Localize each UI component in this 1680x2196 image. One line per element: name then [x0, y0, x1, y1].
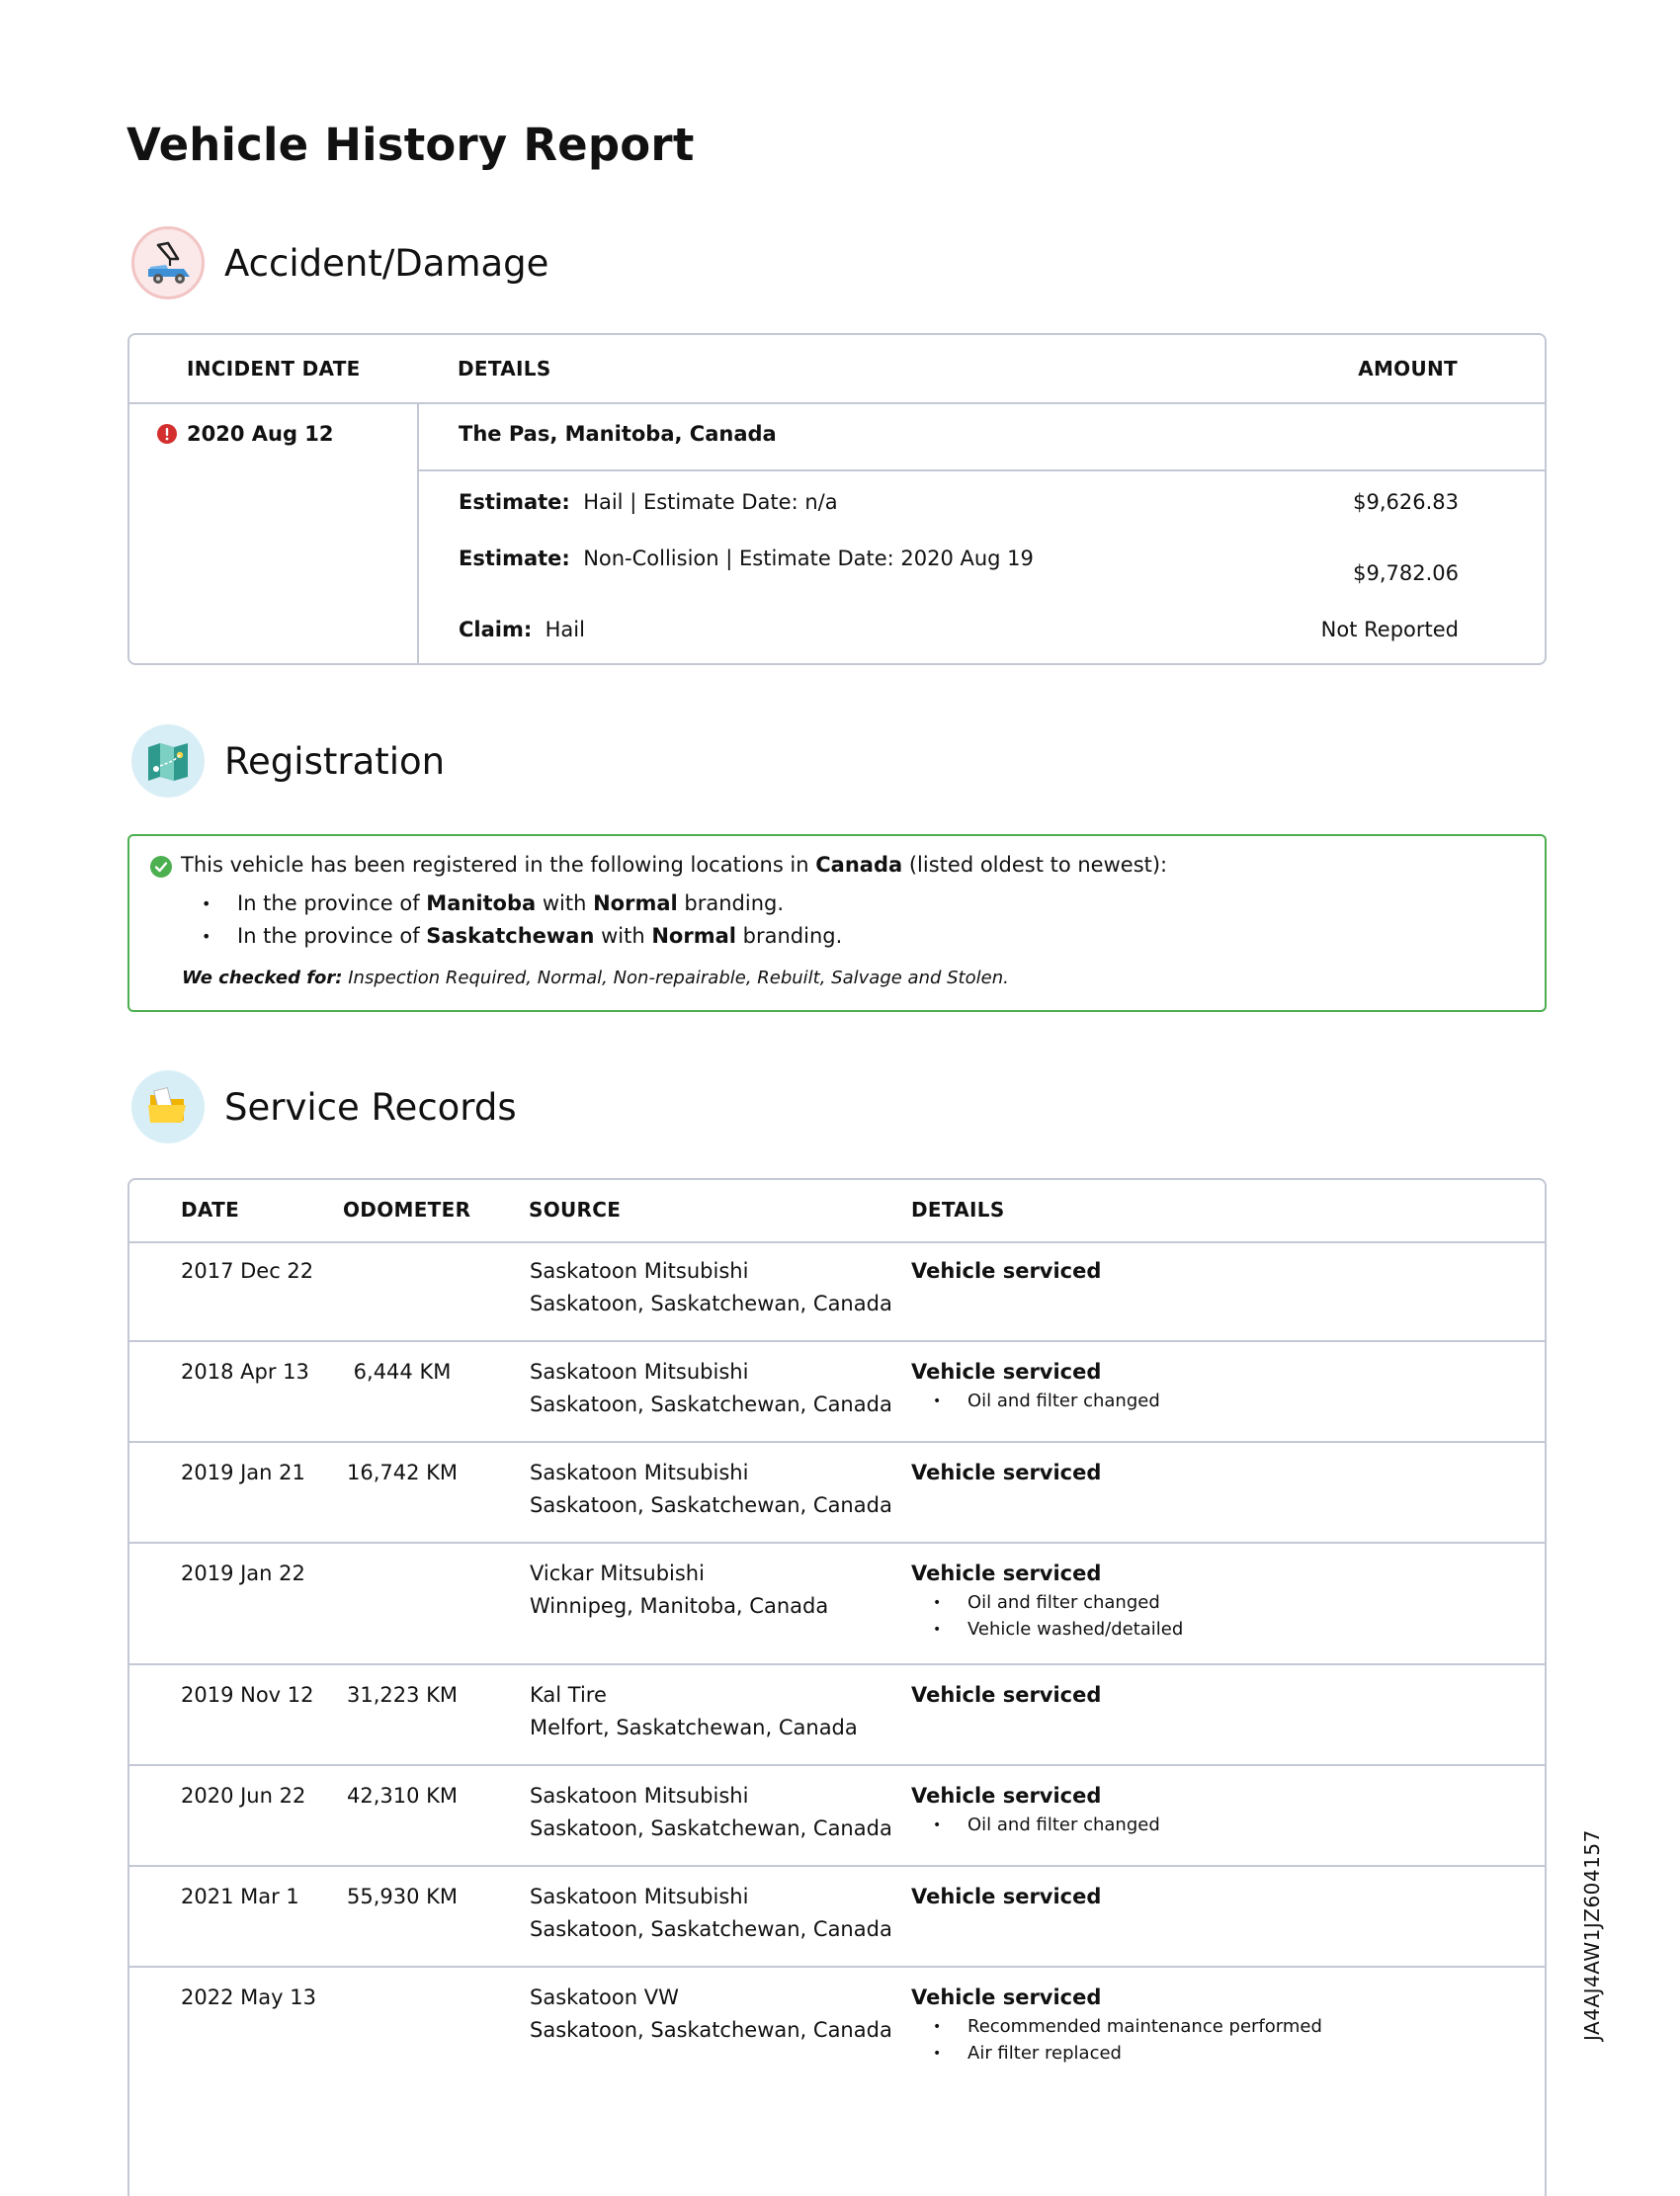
table-row [129, 1342, 1545, 1443]
checked-for-text: Inspection Required, Normal, Non-repairable, Rebuilt, Salvage and Stolen. [342, 968, 1009, 988]
incident-date-cell [157, 422, 334, 446]
bullet: • [202, 927, 211, 946]
service-date: 2021 Mar 1 [181, 1885, 299, 1908]
estimate-text: Hail | Estimate Date: n/a [583, 490, 838, 514]
checked-for-label: We checked for: [182, 968, 343, 988]
column-header-date: DATE [181, 1198, 240, 1222]
registration-item [237, 891, 784, 915]
item-brand: Normal [593, 891, 678, 915]
bullet: • [933, 2019, 942, 2035]
service-date: 2019 Nov 12 [181, 1683, 314, 1707]
item-text: with [536, 891, 594, 915]
item-text: In the province of [237, 891, 427, 915]
service-odometer: 31,223 KM [346, 1683, 459, 1707]
claim-label: Claim: [459, 618, 533, 641]
item-province: Saskatchewan [426, 924, 595, 948]
accident-section-title: Accident/Damage [224, 241, 549, 285]
check-circle-icon [150, 856, 172, 878]
item-province: Manitoba [426, 891, 537, 915]
service-detail: Vehicle serviced [911, 1985, 1102, 2009]
intro-text: This vehicle has been registered in the following locations in [181, 853, 816, 877]
service-detail: Vehicle serviced [911, 1461, 1102, 1484]
row-divider [417, 469, 1545, 471]
service-source-name: Saskatoon Mitsubishi [530, 1784, 749, 1808]
tow-truck-icon [131, 226, 205, 299]
estimate-amount: $9,626.83 [1353, 490, 1459, 514]
service-odometer: 16,742 KM [346, 1461, 459, 1484]
service-source-location: Saskatoon, Saskatchewan, Canada [530, 1917, 892, 1941]
bullet: • [933, 1394, 942, 1409]
service-source-location: Saskatoon, Saskatchewan, Canada [530, 1292, 892, 1315]
column-divider [417, 402, 419, 663]
table-row [129, 1443, 1545, 1544]
service-section-title: Service Records [224, 1085, 517, 1129]
service-date: 2018 Apr 13 [181, 1360, 309, 1384]
service-odometer: 6,444 KM [353, 1360, 452, 1384]
service-item: Recommended maintenance performed [967, 2016, 1322, 2037]
item-brand: Normal [651, 924, 736, 948]
service-detail: Vehicle serviced [911, 1360, 1102, 1384]
service-detail: Vehicle serviced [911, 1885, 1102, 1908]
claim-line [459, 618, 585, 641]
service-source-name: Vickar Mitsubishi [530, 1562, 705, 1585]
service-item: Oil and filter changed [967, 1592, 1160, 1613]
service-date: 2017 Dec 22 [181, 1259, 314, 1283]
item-text: branding. [735, 924, 843, 948]
bullet: • [933, 1595, 942, 1611]
service-date: 2019 Jan 22 [181, 1562, 305, 1585]
bullet: • [933, 1622, 942, 1638]
service-detail: Vehicle serviced [911, 1784, 1102, 1808]
bullet: • [202, 894, 211, 913]
bullet: • [933, 1817, 942, 1833]
service-table-header [129, 1180, 1545, 1243]
column-header-amount: AMOUNT [1358, 357, 1458, 380]
service-date: 2019 Jan 21 [181, 1461, 305, 1484]
item-text: with [594, 924, 652, 948]
page-title: Vehicle History Report [126, 119, 695, 171]
service-source-location: Winnipeg, Manitoba, Canada [530, 1594, 829, 1618]
service-odometer: 42,310 KM [346, 1784, 459, 1808]
service-source-name: Saskatoon Mitsubishi [530, 1259, 749, 1283]
item-text: In the province of [237, 924, 427, 948]
service-detail: Vehicle serviced [911, 1562, 1102, 1585]
incident-date: 2020 Aug 12 [187, 422, 334, 446]
service-detail: Vehicle serviced [911, 1683, 1102, 1707]
column-header-incident-date: INCIDENT DATE [187, 357, 361, 380]
item-text: branding. [677, 891, 785, 915]
service-odometer: 55,930 KM [346, 1885, 459, 1908]
table-row [129, 1241, 1545, 1342]
service-source-location: Saskatoon, Saskatchewan, Canada [530, 1816, 892, 1840]
service-date: 2020 Jun 22 [181, 1784, 306, 1808]
column-header-source: SOURCE [529, 1198, 622, 1222]
service-item: Vehicle washed/detailed [967, 1619, 1184, 1640]
service-item: Oil and filter changed [967, 1391, 1160, 1411]
service-table [127, 1178, 1547, 2196]
service-section-header [131, 1070, 517, 1143]
accident-section-header [131, 226, 548, 299]
claim-amount: Not Reported [1320, 618, 1459, 641]
table-row [129, 1867, 1545, 1968]
bullet: • [933, 2046, 942, 2062]
checked-for-note [182, 968, 1009, 988]
column-header-details: DETAILS [911, 1198, 1005, 1222]
map-icon [131, 724, 205, 798]
registration-box [127, 834, 1547, 1012]
registration-section-title: Registration [224, 739, 446, 783]
service-detail: Vehicle serviced [911, 1259, 1102, 1283]
table-row [129, 1665, 1545, 1766]
service-date: 2022 May 13 [181, 1985, 316, 2009]
service-item: Air filter replaced [967, 2043, 1122, 2064]
claim-text: Hail [545, 618, 585, 641]
service-source-name: Saskatoon Mitsubishi [530, 1360, 749, 1384]
estimate-text: Non-Collision | Estimate Date: 2020 Aug 19 [583, 547, 1034, 570]
service-source-name: Kal Tire [530, 1683, 607, 1707]
intro-text-end: (listed oldest to newest): [902, 853, 1168, 877]
intro-country: Canada [815, 853, 903, 877]
accident-table-header [129, 335, 1545, 404]
alert-icon [157, 424, 177, 444]
service-source-location: Saskatoon, Saskatchewan, Canada [530, 2018, 892, 2042]
estimate-line [459, 547, 1034, 570]
table-row [129, 1544, 1545, 1665]
folder-icon [131, 1070, 205, 1143]
service-source-name: Saskatoon VW [530, 1985, 679, 2009]
estimate-label: Estimate: [459, 547, 570, 570]
vin-number: JA4AJ4AW1JZ604157 [1580, 1829, 1604, 2041]
column-header-details: DETAILS [458, 357, 551, 380]
table-row [129, 1766, 1545, 1867]
service-item: Oil and filter changed [967, 1815, 1160, 1835]
service-source-name: Saskatoon Mitsubishi [530, 1885, 749, 1908]
accident-table [127, 333, 1547, 665]
service-source-location: Melfort, Saskatchewan, Canada [530, 1716, 858, 1739]
service-source-name: Saskatoon Mitsubishi [530, 1461, 749, 1484]
registration-intro [181, 853, 1167, 877]
table-row [129, 1968, 1545, 2195]
incident-location: The Pas, Manitoba, Canada [459, 422, 777, 446]
service-source-location: Saskatoon, Saskatchewan, Canada [530, 1393, 892, 1416]
column-header-odometer: ODOMETER [343, 1198, 471, 1222]
estimate-line [459, 490, 838, 514]
estimate-label: Estimate: [459, 490, 570, 514]
service-source-location: Saskatoon, Saskatchewan, Canada [530, 1493, 892, 1517]
registration-section-header [131, 724, 445, 798]
estimate-amount: $9,782.06 [1353, 561, 1459, 585]
registration-item [237, 924, 842, 948]
